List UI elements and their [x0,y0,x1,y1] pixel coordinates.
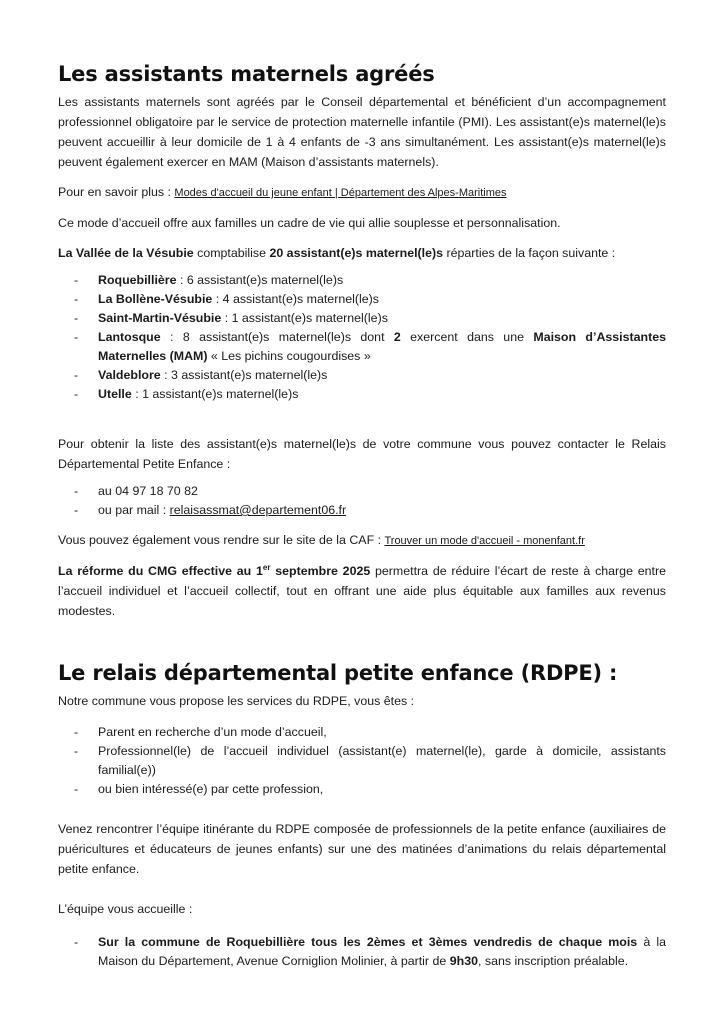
offer-paragraph: Ce mode d’accueil offre aux familles un cadre de vie qui allie souplesse et personnalisation. [58,216,561,230]
list-item: - Saint-Martin-Vésubie : 1 assistant(e)s maternel(le)s [74,311,388,325]
list-item: - Lantosque : 8 assistant(e)s maternel(le)s dont 2 exercent dans une Maison d’Assistantes Maternelles (MAM) « Les pichins cougourdises » [74,330,667,363]
vallee-mid: comptabilise [193,246,270,260]
welcome-line: L’équipe vous accueille : [58,902,193,916]
more-info-label: Pour en savoir plus : [58,185,171,199]
caf-line [58,530,666,551]
list-item: - Utelle : 1 assistant(e)s maternel(le)s [74,387,299,401]
more-info-line [58,182,666,203]
email-link[interactable]: relaisassmat@departement06.fr [169,503,347,517]
list-item: - Valdeblore : 3 assistant(e)s maternel(le)s [74,368,328,382]
schedule-item: - Sur la commune de Roquebillière tous les 2èmes et 3èmes vendredis de chaque mois à la Maison du Département, Avenue Corniglion Molinier, à partir de 9h30, sans inscription préalable. [74,935,666,968]
vallee-paragraph [58,243,666,263]
mail-item: - ou par mail : relaisassmat@departement06.fr [74,503,347,517]
contact-intro: Pour obtenir la liste des assistant(e)s maternel(le)s de votre commune vous pouvez contacter le Relais Départemental Petite Enfance : [58,437,666,471]
caf-text: Vous pouvez également vous rendre sur le site de la CAF : [58,533,385,547]
list-item: - Roquebillière : 6 assistant(e)s maternel(le)s [74,273,344,287]
list-item: - Professionnel(le) de l’accueil individuel (assistant(e) maternel(le), garde à domicile, assistants familial(e)) [74,744,666,777]
caf-link[interactable]: Trouver un mode d'accueil - monenfant.fr [384,535,585,547]
section-title-assistants: Les assistants maternels agréés [58,62,435,86]
vallee-count: 20 assistant(e)s maternel(le)s [269,246,444,260]
vallee-post: réparties de la façon suivante : [443,246,616,260]
list-item: - Parent en recherche d’un mode d’accueil, [74,725,327,739]
reform-paragraph: La réforme du CMG effective au 1er septembre 2025 permettra de réduire l’écart de reste à charge entre l’accueil individuel et l’accueil collectif, tout en offrant une aide plus équitable aux familles aux revenus modestes. [58,562,666,618]
vallee-name: La Vallée de la Vésubie [58,246,194,260]
intro-paragraph: Les assistants maternels sont agréés par le Conseil départemental et bénéficient d’un accompagnement professionnel obligatoire par le service de protection maternelle infantile (PMI). Les assistant(e)s maternel(le)s peuvent accueillir à leur domicile de 1 à 4 enfants de -3 ans simultanément. Les assistant(e)s maternel(le)s peuvent également exercer en MAM (Maison d’assistants maternels). [58,95,666,169]
phone-item: - au 04 97 18 70 82 [74,484,198,498]
rdpe-audience-list [58,723,666,799]
rdpe-meet-paragraph: Venez rencontrer l’équipe itinérante du RDPE composée de professionnels de la petite enfance (auxiliaires de puéricultures et éducateurs de jeunes enfants) sur une des matinées d’animations du relais départemental petite enfance. [58,822,666,876]
modes-accueil-link[interactable]: Modes d'accueil du jeune enfant | Département des Alpes-Maritimes [174,187,507,199]
contact-list [58,482,666,520]
list-item: - La Bollène-Vésubie : 4 assistant(e)s maternel(le)s [74,292,379,306]
list-item: - ou bien intéressé(e) par cette profession, [74,782,324,796]
rdpe-intro: Notre commune vous propose les services du RDPE, vous êtes : [58,694,415,708]
schedule-list [58,933,666,971]
communes-list [58,271,666,404]
section-title-rdpe: Le relais départemental petite enfance (RDPE) : [58,661,618,685]
